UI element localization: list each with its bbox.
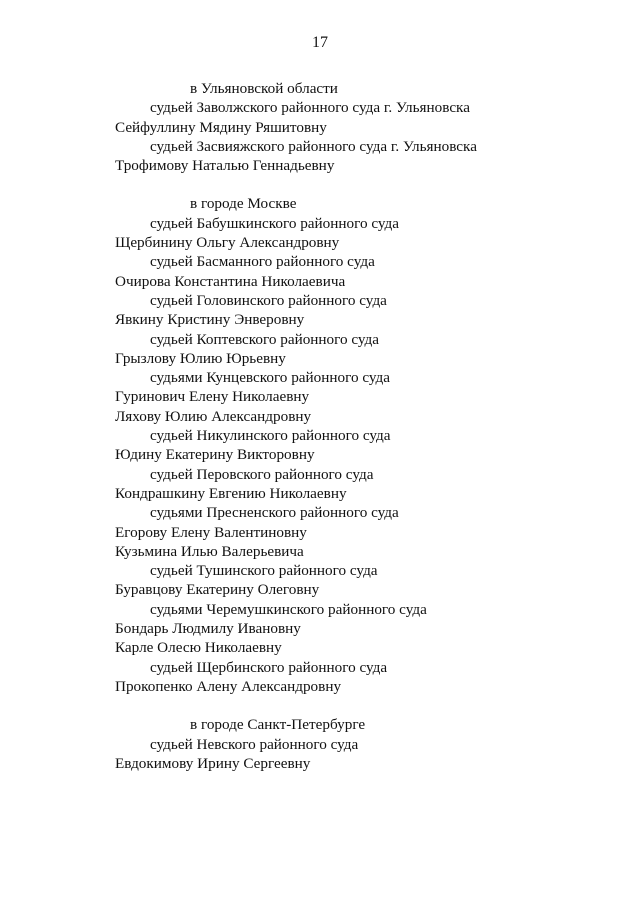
region-heading: в городе Москве — [190, 195, 297, 213]
judge-name: Ляхову Юлию Александровну — [115, 407, 312, 425]
judge-name: Грызлову Юлию Юрьевну — [115, 349, 286, 367]
court-line: судьей Никулинского районного суда — [150, 427, 391, 445]
court-line: судьей Невского районного суда — [150, 735, 359, 753]
region-section — [0, 715, 640, 773]
judge-name: Юдину Екатерину Викторовну — [115, 446, 315, 464]
judge-name: Явкину Кристину Энверовну — [115, 311, 305, 329]
judge-name: Сейфуллину Мядину Ряшитовну — [115, 118, 327, 136]
court-line: судьей Коптевского районного суда — [150, 330, 380, 348]
region-section — [0, 79, 640, 175]
court-line: судьей Щербинского районного суда — [150, 658, 388, 676]
region-section — [0, 194, 640, 696]
judge-name: Прокопенко Алену Александровну — [115, 677, 342, 695]
court-line: судьями Черемушкинского районного суда — [150, 600, 427, 618]
region-heading: в Ульяновской области — [190, 80, 338, 97]
region-heading: в городе Санкт-Петербурге — [190, 716, 366, 734]
document-body — [0, 79, 640, 773]
judge-name: Бондарь Людмилу Ивановну — [115, 620, 301, 638]
court-line: судьей Перовского районного суда — [150, 465, 374, 483]
judge-name: Щербинину Ольгу Александровну — [115, 234, 340, 252]
court-line: судьями Пресненского районного суда — [150, 504, 399, 522]
court-line: судьей Засвияжского районного суда г. Ульяновска — [150, 137, 477, 155]
court-line: судьями Кунцевского районного суда — [150, 369, 390, 387]
judge-name: Кондрашкину Евгению Николаевну — [115, 484, 347, 502]
judge-name: Гуринович Елену Николаевну — [115, 388, 310, 406]
judge-name: Буравцову Екатерину Олеговну — [115, 581, 320, 599]
judge-name: Егорову Елену Валентиновну — [115, 523, 307, 541]
judge-name: Евдокимову Ирину Сергеевну — [115, 754, 311, 772]
court-line: судьей Бабушкинского районного суда — [150, 214, 400, 232]
court-line: судьей Басманного районного суда — [150, 253, 375, 271]
page-number: 17 — [312, 34, 328, 51]
court-line: судьей Головинского районного суда — [150, 291, 387, 309]
judge-name: Карле Олесю Николаевну — [115, 639, 282, 657]
court-line: судьей Заволжского районного суда г. Ульяновска — [150, 99, 470, 117]
judge-name: Кузьмина Илью Валерьевича — [115, 542, 304, 560]
judge-name: Очирова Константина Николаевича — [115, 272, 346, 290]
court-line: судьей Тушинского районного суда — [150, 562, 378, 580]
judge-name: Трофимову Наталью Геннадьевну — [115, 157, 335, 175]
